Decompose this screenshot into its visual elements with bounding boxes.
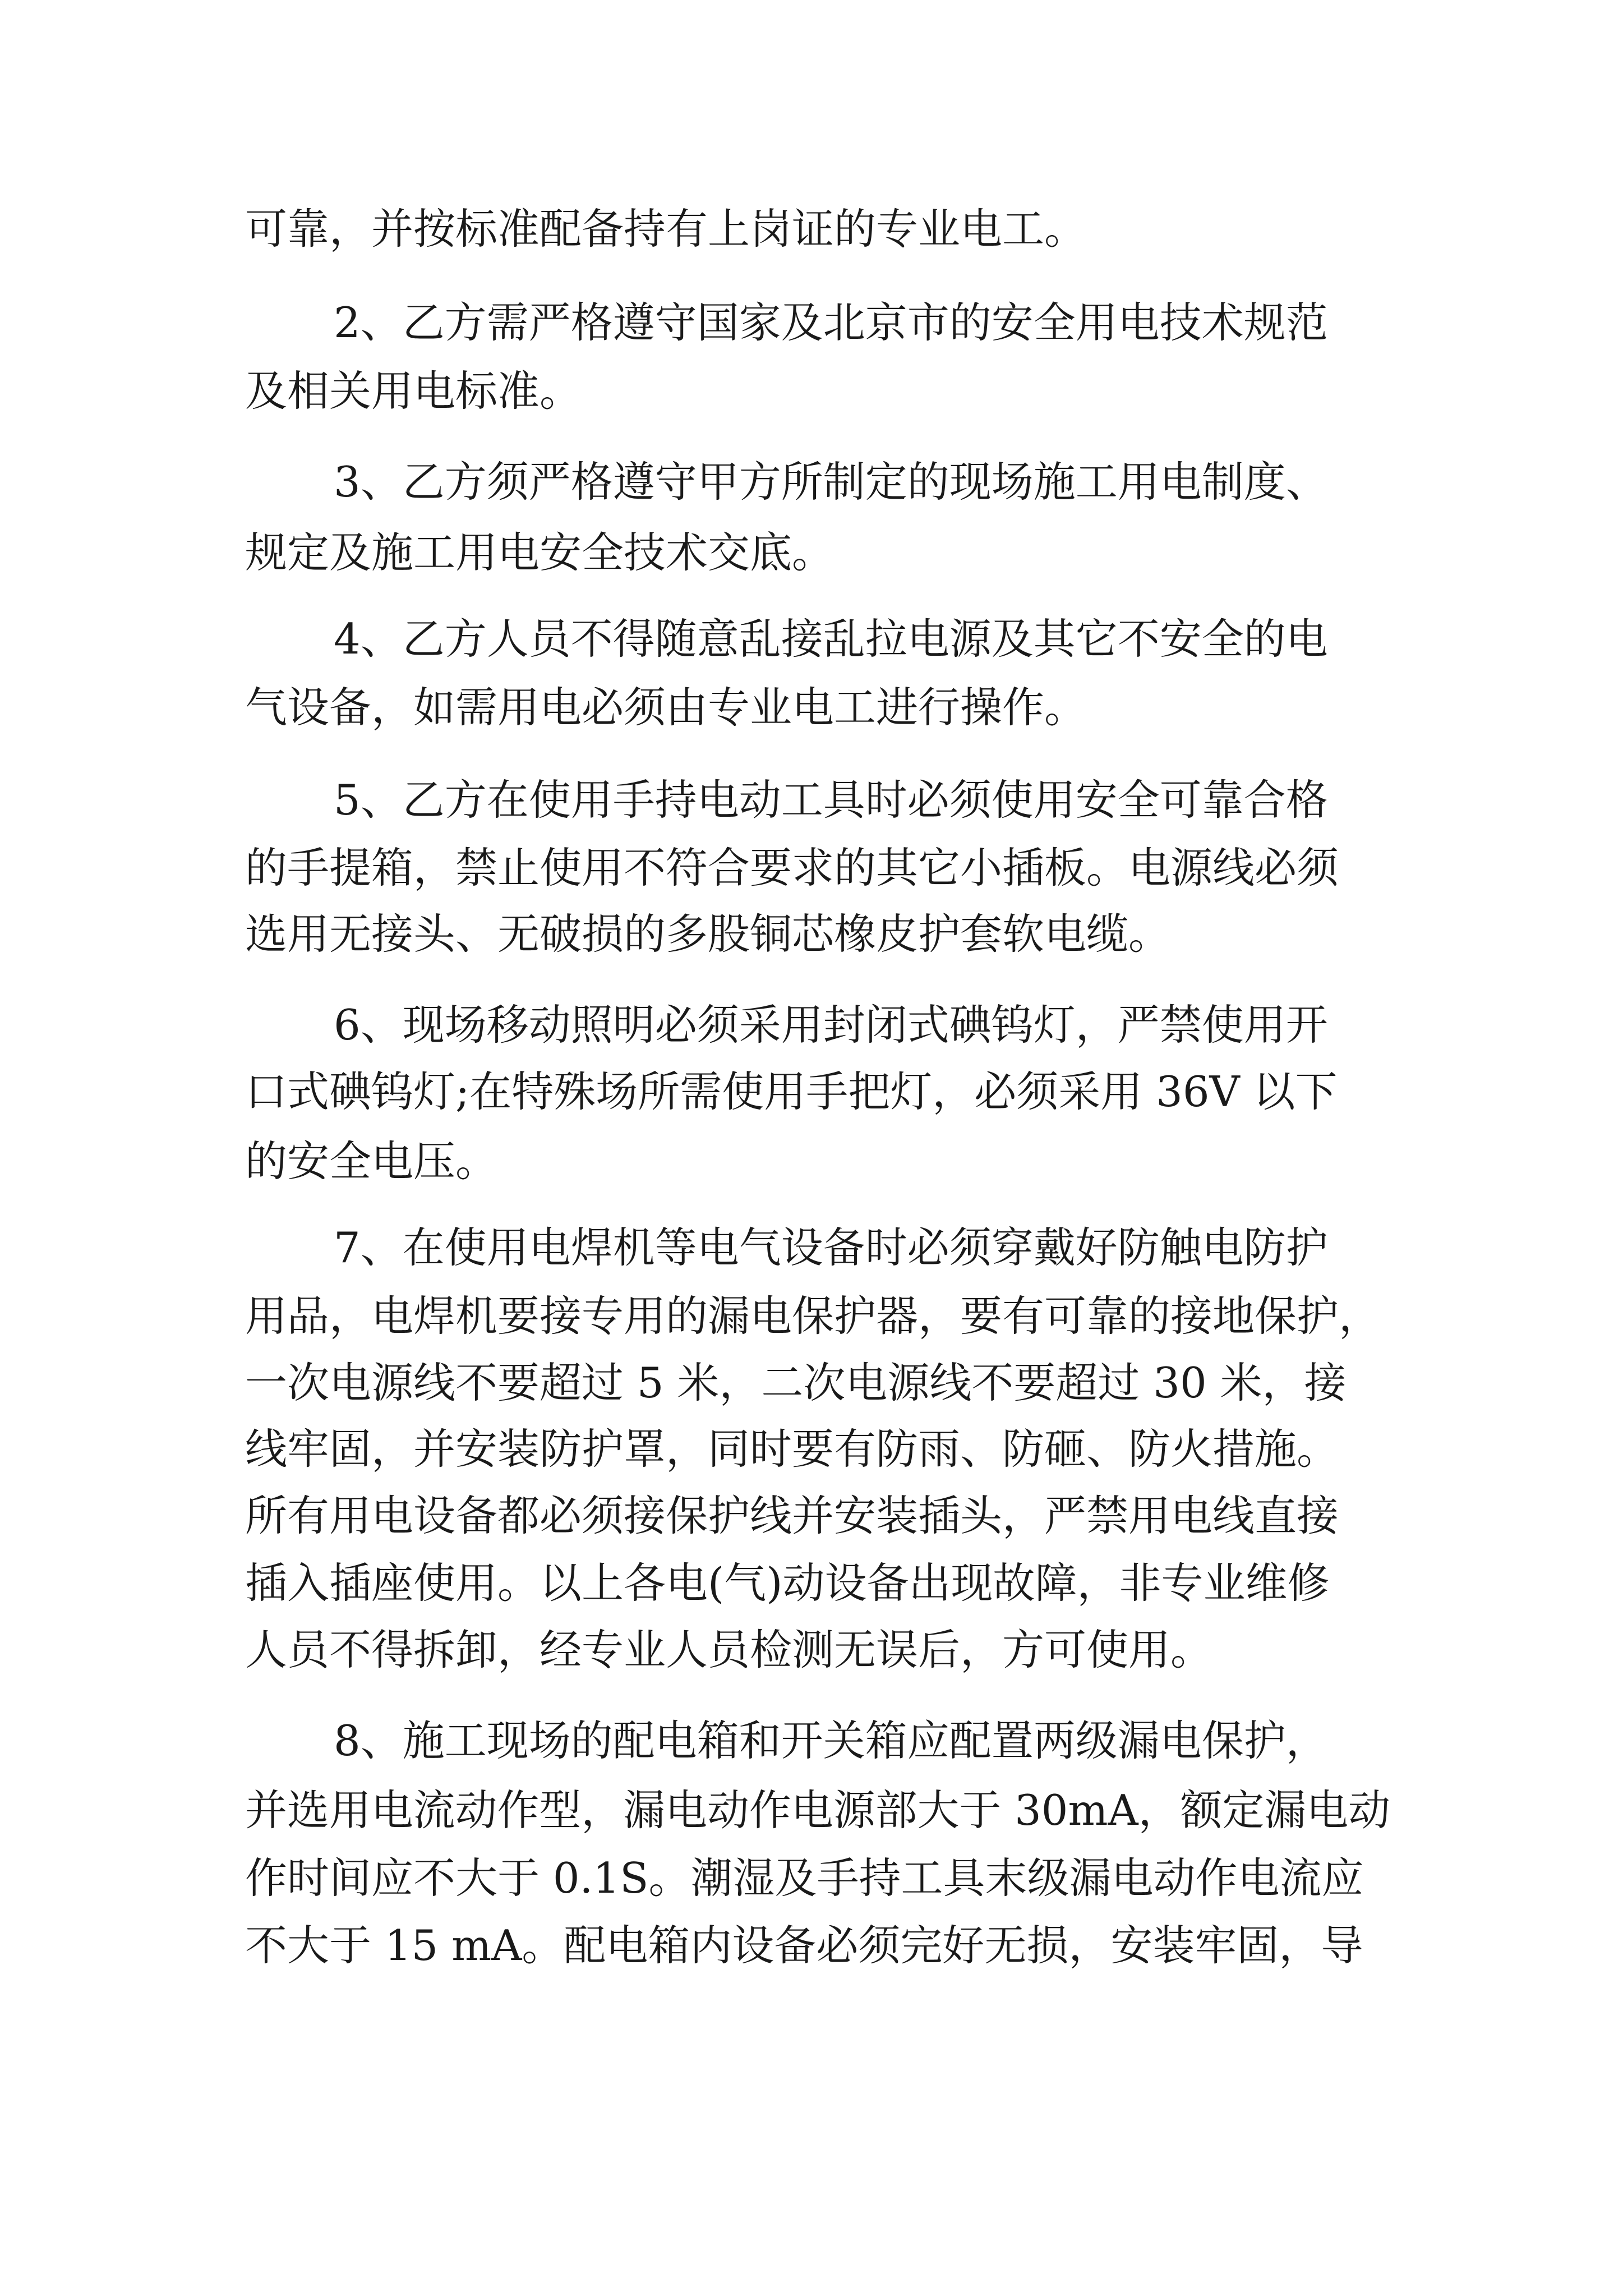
text-line: 气设备，如需用电必须由专业电工进行操作。 [245,683,1087,732]
clause-4-line: 4、乙方人员不得随意乱接乱拉电源及其它不安全的电 [334,614,1328,664]
clause-6-line: 6、现场移动照明必须采用封闭式碘钨灯，严禁使用开 [334,1000,1328,1050]
text-line: 插入插座使用。以上各电(气)动设备出现故障，非专业维修 [245,1558,1330,1608]
text-line: 选用无接头、无破损的多股铜芯橡皮护套软电缆。 [245,909,1171,959]
clause-8-line: 8、施工现场的配电箱和开关箱应配置两级漏电保护， [334,1716,1328,1765]
text-line: 的安全电压。 [245,1137,498,1186]
clause-2-line: 2、乙方需严格遵守国家及北京市的安全用电技术规范 [334,298,1328,347]
text-line: 所有用电设备都必须接保护线并安装插头，严禁用电线直接 [245,1491,1339,1540]
clause-7-line: 7、在使用电焊机等电气设备时必须穿戴好防触电防护 [334,1223,1328,1272]
text-line: 及相关用电标准。 [245,366,582,416]
clause-5-line: 5、乙方在使用手持电动工具时必须使用安全可靠合格 [334,775,1328,825]
text-line: 口式碘钨灯;在特殊场所需使用手把灯，必须采用 36V 以下 [245,1067,1338,1116]
text-line: 可靠，并按标准配备持有上岗证的专业电工。 [245,204,1087,254]
text-line: 线牢固，并安装防护罩，同时要有防雨、防砸、防火措施。 [245,1424,1339,1474]
text-line: 人员不得拆卸，经专业人员检测无误后，方可使用。 [245,1625,1213,1674]
text-line: 一次电源线不要超过 5 米，二次电源线不要超过 30 米，接 [245,1358,1347,1407]
text-line: 并选用电流动作型，漏电动作电源部大于 30mA，额定漏电动 [245,1786,1391,1835]
text-line: 不大于 15 mA。配电箱内设备必须完好无损，安装牢固，导 [245,1921,1363,1970]
text-line: 用品，电焊机要接专用的漏电保护器，要有可靠的接地保护， [245,1291,1381,1341]
text-line: 规定及施工用电安全技术交底。 [245,528,834,577]
text-line: 的手提箱，禁止使用不符合要求的其它小插板。电源线必须 [245,843,1339,892]
clause-3-line: 3、乙方须严格遵守甲方所制定的现场施工用电制度、 [334,457,1328,507]
text-line: 作时间应不大于 0.1S。潮湿及手持工具末级漏电动作电流应 [245,1853,1364,1903]
